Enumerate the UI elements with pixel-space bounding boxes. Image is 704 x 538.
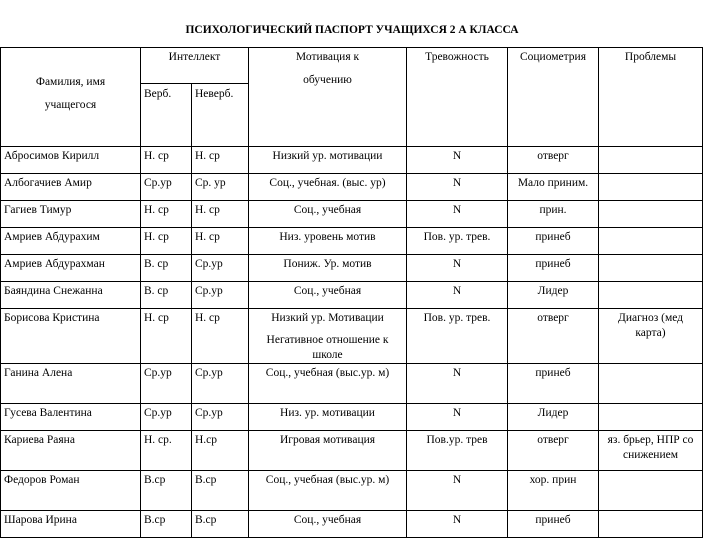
student-passport-table xyxy=(0,47,703,538)
anxiety-cell: Пов.ур. трев xyxy=(407,431,508,471)
document-title: ПСИХОЛОГИЧЕСКИЙ ПАСПОРТ УЧАЩИХСЯ 2 А КЛАССА xyxy=(185,24,519,36)
motivation-cell xyxy=(249,309,407,364)
table-row xyxy=(1,255,703,282)
table-row xyxy=(1,404,703,431)
nonverbal-cell: Ср.ур xyxy=(192,282,249,309)
student-name-cell: Кариева Раяна xyxy=(1,431,141,471)
motivation-text: Низкий ур. мотивации xyxy=(272,150,383,162)
table-row xyxy=(1,511,703,538)
motivation-text: Соц., учебная xyxy=(293,285,362,297)
nonverbal-cell: В.ср xyxy=(192,471,249,511)
problems-cell: Диагноз (мед карта) xyxy=(599,309,703,364)
table-row xyxy=(1,228,703,255)
table-body xyxy=(1,48,703,538)
sociometry-cell: отверг xyxy=(508,431,599,471)
problems-cell xyxy=(599,147,703,174)
motivation-text: Пониж. Ур. мотив xyxy=(283,258,372,270)
table-row xyxy=(1,309,703,364)
nonverbal-cell: Ср.ур xyxy=(192,255,249,282)
motivation-cell xyxy=(249,255,407,282)
student-name-cell: Борисова Кристина xyxy=(1,309,141,364)
anxiety-cell: N xyxy=(407,174,508,201)
motivation-text: Игровая мотивация xyxy=(279,434,376,446)
anxiety-cell: N xyxy=(407,147,508,174)
problems-cell xyxy=(599,174,703,201)
anxiety-cell: N xyxy=(407,364,508,404)
motivation-text: Низ. уровень мотив xyxy=(279,231,376,243)
verbal-cell: В.ср xyxy=(141,511,192,538)
problems-cell xyxy=(599,282,703,309)
student-name-cell: Амриев Абдурахим xyxy=(1,228,141,255)
motivation-cell xyxy=(249,471,407,511)
motivation-text: Соц., учебная xyxy=(293,204,362,216)
sociometry-cell: принеб xyxy=(508,364,599,404)
nonverbal-cell: Ср.ур xyxy=(192,404,249,431)
sociometry-cell: Мало приним. xyxy=(508,174,599,201)
problems-cell xyxy=(599,201,703,228)
motivation-cell xyxy=(249,364,407,404)
table-row xyxy=(1,147,703,174)
motivation-text: Соц., учебная xyxy=(293,514,362,526)
student-name-cell: Ганина Алена xyxy=(1,364,141,404)
problems-cell xyxy=(599,404,703,431)
sociometry-cell: принеб xyxy=(508,511,599,538)
verbal-cell: Н. ср xyxy=(141,201,192,228)
student-name-cell: Баяндина Снежанна xyxy=(1,282,141,309)
verbal-cell: В. ср xyxy=(141,282,192,309)
table-row xyxy=(1,282,703,309)
verbal-cell: Ср.ур xyxy=(141,364,192,404)
problems-cell xyxy=(599,364,703,404)
verbal-cell: Н. ср. xyxy=(141,431,192,471)
student-name-cell: Абросимов Кирилл xyxy=(1,147,141,174)
sociometry-cell: принеб xyxy=(508,228,599,255)
anxiety-cell: N xyxy=(407,201,508,228)
intellect-header: Интеллект xyxy=(141,48,249,84)
nonverbal-cell: Н. ср xyxy=(192,201,249,228)
surname-header-line2: учащегося xyxy=(44,99,97,111)
anxiety-header: Тревожность xyxy=(407,48,508,147)
table-row xyxy=(1,364,703,404)
sociometry-cell: Лидер xyxy=(508,404,599,431)
verbal-cell: Н. ср xyxy=(141,309,192,364)
nonverbal-cell: Н. ср xyxy=(192,228,249,255)
surname-header-line1: Фамилия, имя xyxy=(35,76,106,88)
motivation-cell xyxy=(249,228,407,255)
table-row xyxy=(1,201,703,228)
sociometry-cell: прин. xyxy=(508,201,599,228)
motivation-text: Соц., учебная (выс.ур. м) xyxy=(265,474,390,486)
student-name-cell: Албогачиев Амир xyxy=(1,174,141,201)
nonverbal-header: Неверб. xyxy=(192,83,249,146)
motivation-cell xyxy=(249,404,407,431)
surname-header xyxy=(1,48,141,147)
nonverbal-cell: Ср.ур xyxy=(192,364,249,404)
motivation-text: Низкий ур. Мотивации xyxy=(271,312,384,324)
anxiety-cell: N xyxy=(407,511,508,538)
table-row xyxy=(1,174,703,201)
table-row xyxy=(1,431,703,471)
problems-cell xyxy=(599,511,703,538)
nonverbal-cell: Н.ср xyxy=(192,431,249,471)
motivation-text: Низ. ур. мотивации xyxy=(280,407,375,419)
anxiety-cell: N xyxy=(407,471,508,511)
verbal-cell: В. ср xyxy=(141,255,192,282)
student-name-cell: Гусева Валентина xyxy=(1,404,141,431)
nonverbal-cell: Ср. ур xyxy=(192,174,249,201)
motivation-text: Соц., учебная. (выс. ур) xyxy=(269,177,386,189)
anxiety-cell: N xyxy=(407,255,508,282)
nonverbal-cell: Н. ср xyxy=(192,147,249,174)
student-name-cell: Амриев Абдурахман xyxy=(1,255,141,282)
table-row xyxy=(1,471,703,511)
motivation-cell xyxy=(249,147,407,174)
anxiety-cell: Пов. ур. трев. xyxy=(407,309,508,364)
verbal-cell: Ср.ур xyxy=(141,404,192,431)
motivation-cell xyxy=(249,174,407,201)
sociometry-cell: хор. прин xyxy=(508,471,599,511)
anxiety-cell: Пов. ур. трев. xyxy=(407,228,508,255)
header-row-top xyxy=(1,48,703,84)
problems-cell: яз. брьер, НПР со снижением xyxy=(599,431,703,471)
nonverbal-cell: В.ср xyxy=(192,511,249,538)
motivation-extra-text: Негативное отношение к школе xyxy=(266,334,389,361)
verbal-cell: В.ср xyxy=(141,471,192,511)
sociometry-cell: отверг xyxy=(508,309,599,364)
nonverbal-cell: Н. ср xyxy=(192,309,249,364)
motivation-cell xyxy=(249,201,407,228)
anxiety-cell: N xyxy=(407,282,508,309)
student-name-cell: Гагиев Тимур xyxy=(1,201,141,228)
problems-cell xyxy=(599,228,703,255)
problems-cell xyxy=(599,471,703,511)
motivation-header xyxy=(249,48,407,147)
sociometry-cell: принеб xyxy=(508,255,599,282)
problems-cell xyxy=(599,255,703,282)
motivation-header-line2: обучению xyxy=(303,74,352,86)
verbal-cell: Н. ср xyxy=(141,228,192,255)
problems-header: Проблемы xyxy=(599,48,703,147)
student-name-cell: Шарова Ирина xyxy=(1,511,141,538)
motivation-text: Соц., учебная (выс.ур. м) xyxy=(265,367,390,379)
motivation-header-line1: Мотивация к xyxy=(295,51,360,63)
verbal-header: Верб. xyxy=(141,83,192,146)
motivation-cell xyxy=(249,511,407,538)
student-name-cell: Федоров Роман xyxy=(1,471,141,511)
motivation-cell xyxy=(249,431,407,471)
sociometry-cell: Лидер xyxy=(508,282,599,309)
verbal-cell: Ср.ур xyxy=(141,174,192,201)
anxiety-cell: N xyxy=(407,404,508,431)
sociometry-header: Социометрия xyxy=(508,48,599,147)
motivation-cell xyxy=(249,282,407,309)
sociometry-cell: отверг xyxy=(508,147,599,174)
verbal-cell: Н. ср xyxy=(141,147,192,174)
